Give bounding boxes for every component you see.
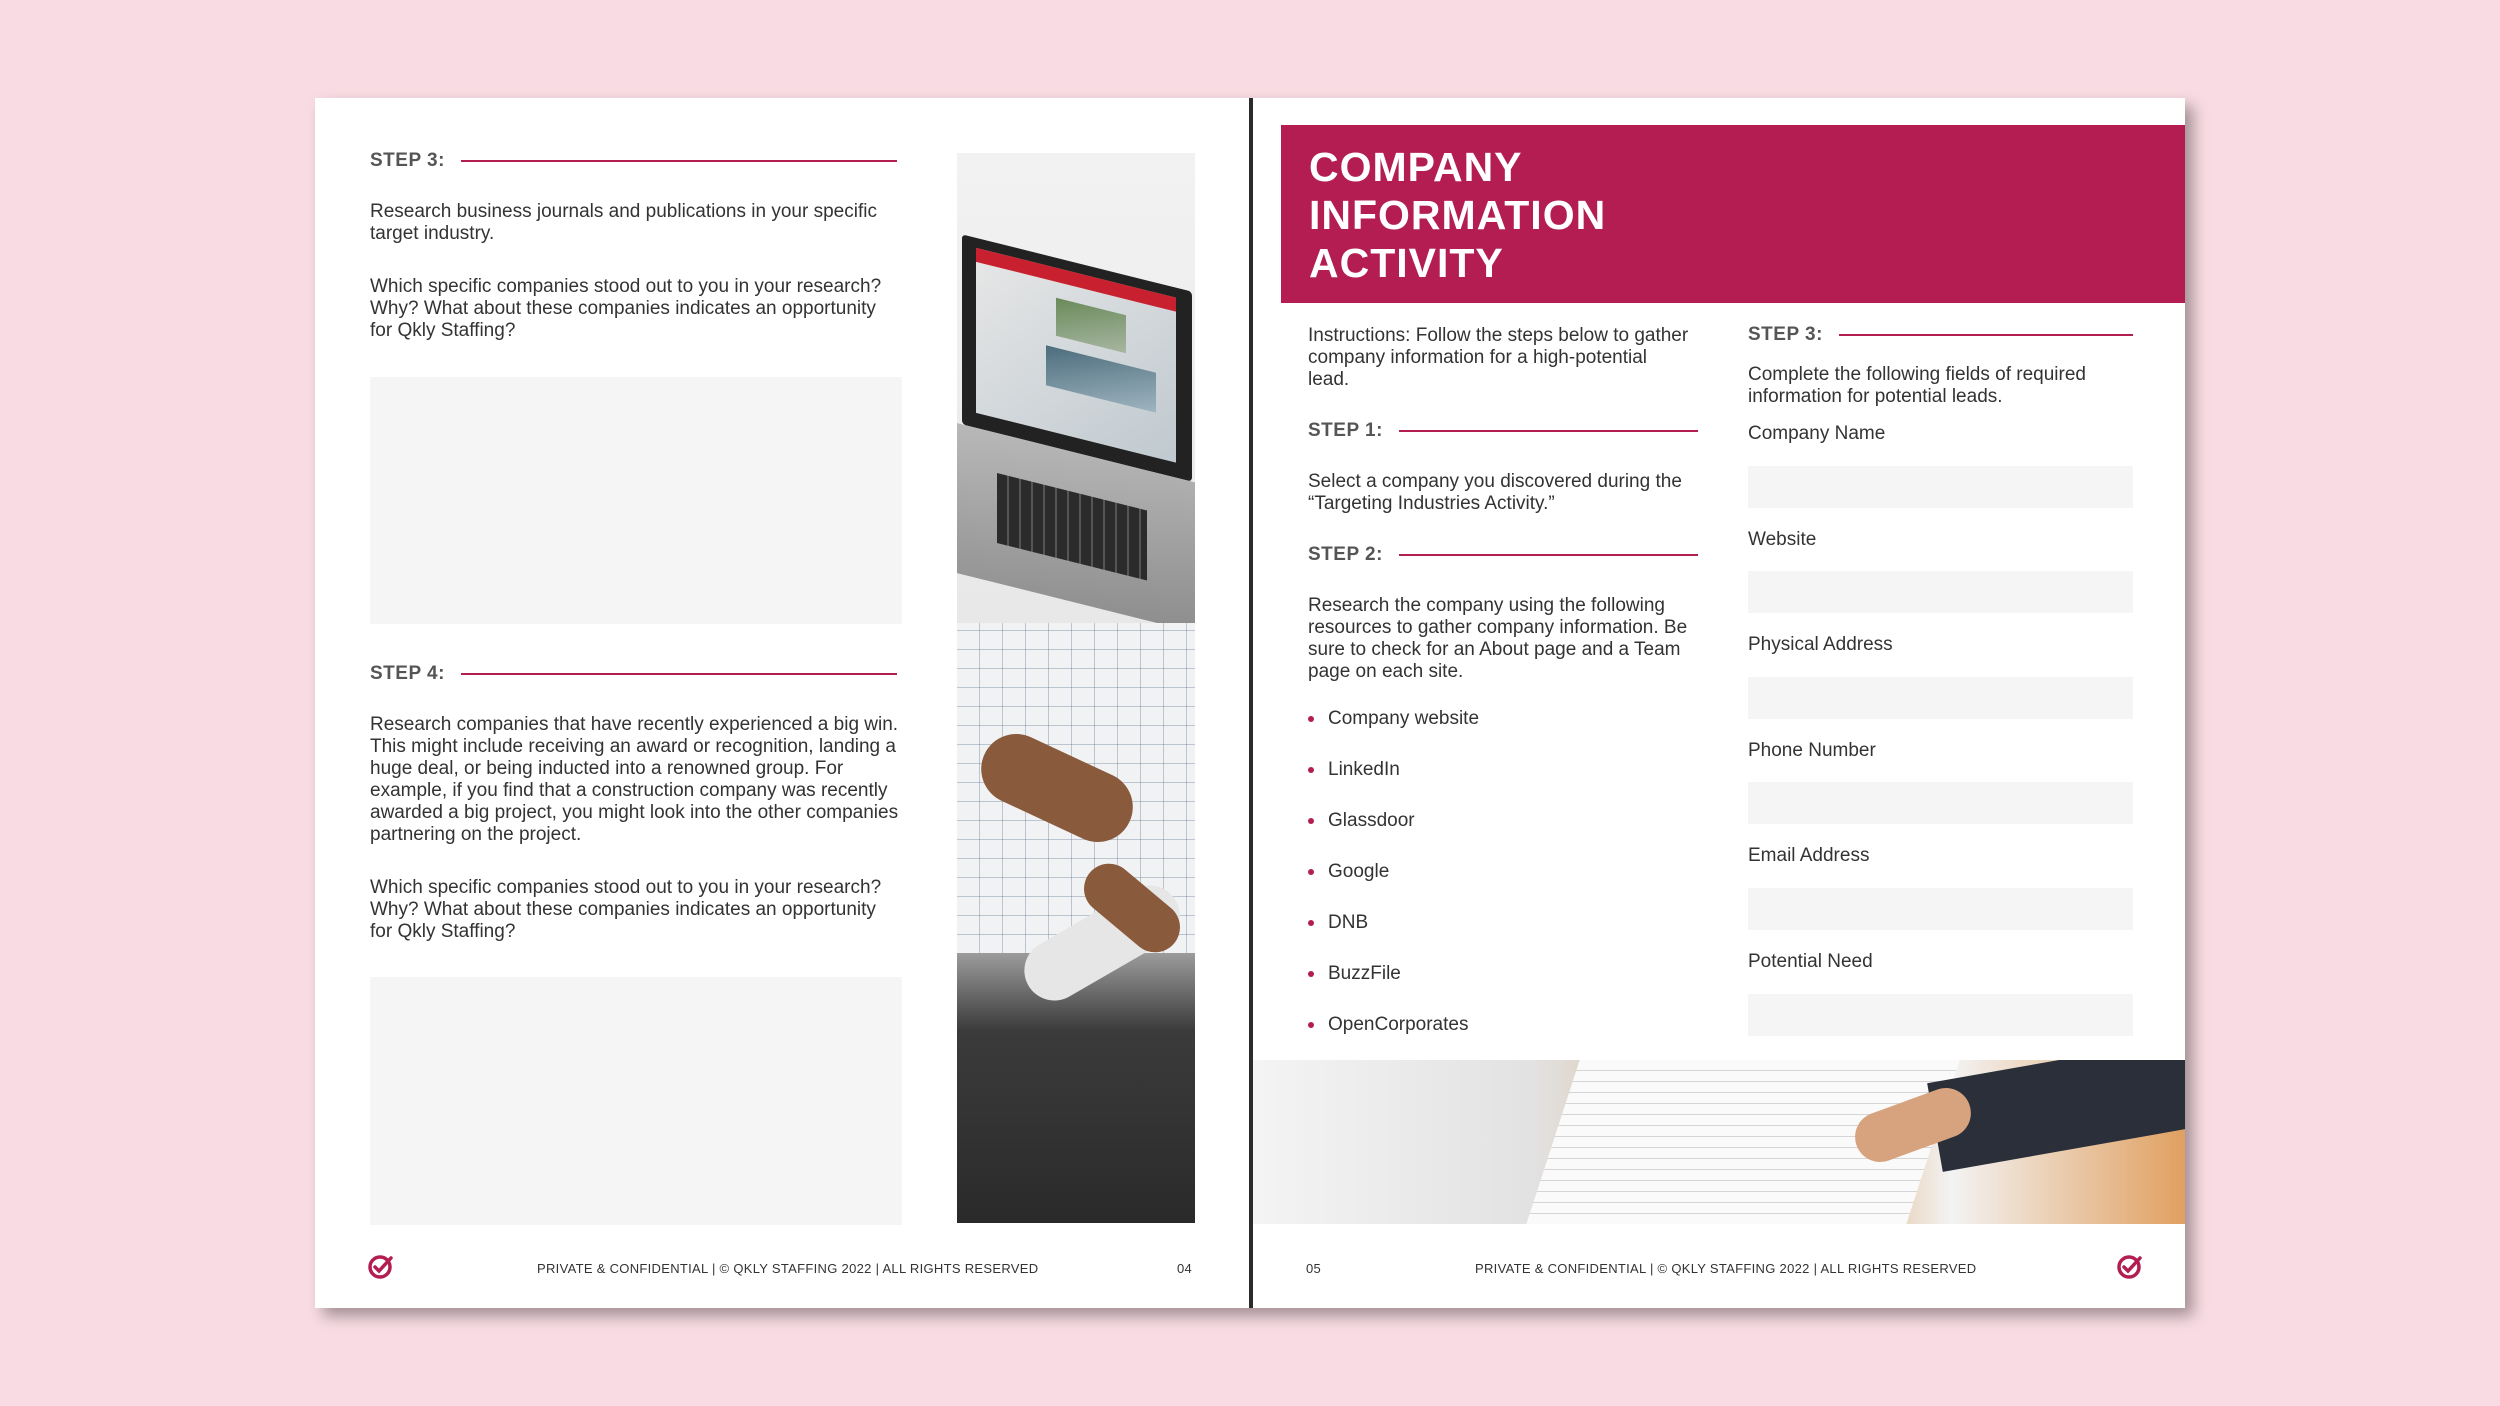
resources-list <box>1308 708 1479 1065</box>
company-name-label: Company Name <box>1748 423 1886 444</box>
list-item: LinkedIn <box>1308 759 1479 810</box>
company-name-field[interactable] <box>1748 466 2133 508</box>
step-3-rule <box>461 160 897 162</box>
physical-address-field[interactable] <box>1748 677 2133 719</box>
footer-text: PRIVATE & CONFIDENTIAL | © QKLY STAFFING 2022 | ALL RIGHTS RESERVED <box>537 1261 1039 1276</box>
step-3-text: Complete the following fields of required information for potential leads. <box>1748 364 2086 407</box>
step-1-text: Select a company you discovered during the “Targeting Industries Activity.” <box>1308 471 1682 514</box>
potential-need-field[interactable] <box>1748 994 2133 1036</box>
step-4-rule <box>461 673 897 675</box>
page-number: 04 <box>1177 1261 1193 1276</box>
qkly-check-logo-icon <box>367 1253 395 1281</box>
step-4-answer-box[interactable] <box>370 977 902 1225</box>
step-4-heading <box>370 663 897 685</box>
screen-thumbnail <box>1056 298 1126 353</box>
title-banner <box>1281 125 2185 303</box>
step-1-heading <box>1308 420 1698 442</box>
list-item: BuzzFile <box>1308 963 1479 1014</box>
page-number: 05 <box>1306 1261 1322 1276</box>
physical-address-label: Physical Address <box>1748 634 1893 655</box>
step-3-heading <box>370 150 897 172</box>
page-04 <box>315 98 1249 1308</box>
website-field[interactable] <box>1748 571 2133 613</box>
step-3-answer-box[interactable] <box>370 377 902 624</box>
instructions-text: Instructions: Follow the steps below to gather company information for a high-potential lead. <box>1308 325 1689 390</box>
document-spread <box>315 98 2185 1308</box>
screen-thumbnail <box>1046 345 1156 412</box>
laptop-blueprint-photo <box>957 153 1195 1223</box>
qkly-check-logo-icon <box>2116 1253 2144 1281</box>
website-label: Website <box>1748 529 1817 550</box>
email-address-field[interactable] <box>1748 888 2133 930</box>
list-item: Google <box>1308 861 1479 912</box>
step-3-question: Which specific companies stood out to you in your research? Why? What about these companies indicates an opportunity for Qkly Staffing? <box>370 276 882 341</box>
list-item: Company website <box>1308 708 1479 759</box>
list-item: OpenCorporates <box>1308 1014 1479 1065</box>
step-2-text: Research the company using the following resources to gather company information. Be sure to check for an About page and a Team page on each site. <box>1308 595 1688 682</box>
step-3-rule <box>1839 334 2133 336</box>
page-title: COMPANY INFORMATION ACTIVITY <box>1309 144 1607 286</box>
spreadsheet-review-photo <box>1253 1060 2185 1224</box>
email-address-label: Email Address <box>1748 845 1870 866</box>
step-2-label: STEP 2: <box>1308 544 1383 565</box>
phone-number-field[interactable] <box>1748 782 2133 824</box>
step-4-question: Which specific companies stood out to you in your research? Why? What about these companies indicates an opportunity for Qkly Staffing? <box>370 877 882 942</box>
step-2-rule <box>1399 554 1698 556</box>
step-4-label: STEP 4: <box>370 663 445 684</box>
phone-number-label: Phone Number <box>1748 740 1876 761</box>
step-4-instruction: Research companies that have recently experienced a big win. This might include receiving an award or recognition, landing a huge deal, or being inducted into a renowned group. For example, if you find that a construction company was recently awarded a big project, you might look into the other companies partnering on the project. <box>370 714 899 845</box>
list-item: Glassdoor <box>1308 810 1479 861</box>
page-05 <box>1253 98 2185 1308</box>
footer-text: PRIVATE & CONFIDENTIAL | © QKLY STAFFING 2022 | ALL RIGHTS RESERVED <box>1475 1261 1977 1276</box>
keyboard-keys <box>997 473 1147 580</box>
step-1-rule <box>1399 430 1698 432</box>
step-1-label: STEP 1: <box>1308 420 1383 441</box>
step-3-label: STEP 3: <box>370 150 445 171</box>
step-3-heading <box>1748 324 2133 346</box>
laptop-display <box>976 248 1176 463</box>
potential-need-label: Potential Need <box>1748 951 1873 972</box>
step-3-label: STEP 3: <box>1748 324 1823 345</box>
step-2-heading <box>1308 544 1698 566</box>
list-item: DNB <box>1308 912 1479 963</box>
step-3-instruction: Research business journals and publications in your specific target industry. <box>370 201 877 244</box>
